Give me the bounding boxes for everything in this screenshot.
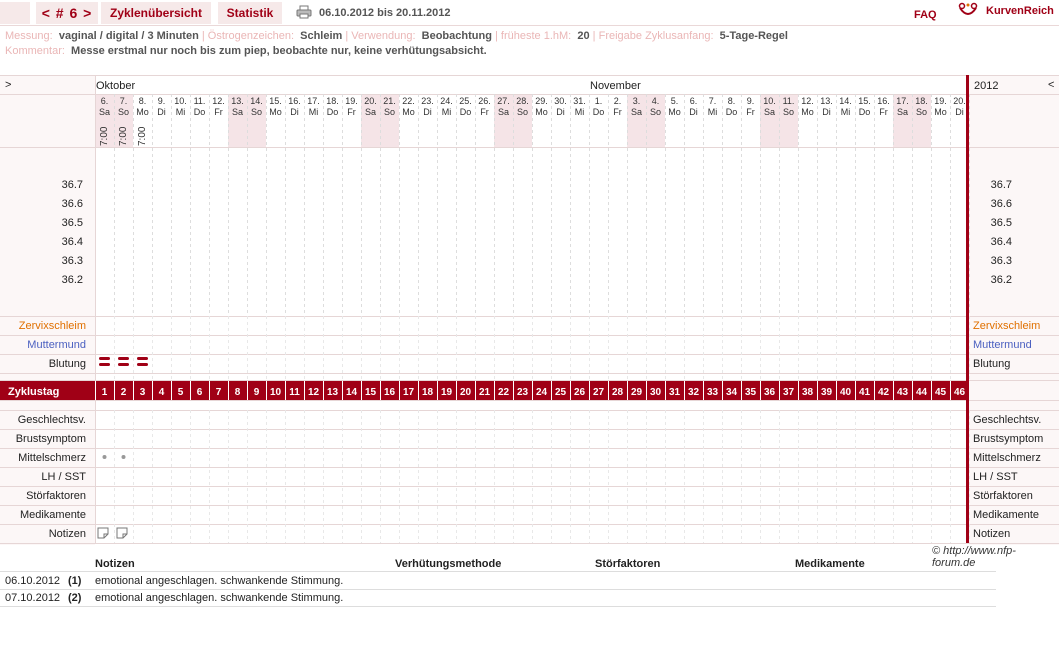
temp-tick-right: 36.5	[990, 217, 1012, 229]
day-weekday: Mo	[402, 107, 415, 117]
cycle-day-number: 44	[915, 387, 928, 398]
day-weekday: Mi	[175, 107, 186, 117]
cycle-day-number: 22	[497, 387, 510, 398]
verwendung-label: Verwendung:	[351, 30, 416, 42]
row-label-left: Geschlechtsv.	[17, 414, 86, 426]
day-number: 7.	[119, 96, 128, 106]
day-weekday: Mo	[269, 107, 282, 117]
day-weekday: Fr	[480, 107, 489, 117]
cycle-counter-nav[interactable]: < # 6 >	[36, 2, 98, 24]
temp-tick-left: 36.4	[61, 236, 83, 248]
day-weekday: Sa	[98, 107, 111, 117]
day-number: 5.	[670, 96, 679, 106]
temp-tick-left: 36.7	[61, 179, 83, 191]
day-number: 11.	[193, 96, 206, 106]
day-weekday: Fr	[613, 107, 622, 117]
day-weekday: Di	[290, 107, 299, 117]
cycle-day-number: 10	[269, 387, 282, 398]
cycle-day-number: 43	[896, 387, 909, 398]
cycle-day-number: 4	[158, 387, 165, 398]
note-text: emotional angeschlagen. schwankende Stimmung.	[95, 575, 344, 587]
mittelschmerz-dot	[103, 455, 107, 459]
cycle-day-number: 1	[101, 387, 108, 398]
cycle-day-number: 25	[554, 387, 567, 398]
day-weekday: Di	[423, 107, 432, 117]
cycle-day-number: 41	[858, 387, 871, 398]
day-weekday: Di	[822, 107, 831, 117]
cycle-day-number: 35	[744, 387, 757, 398]
temp-tick-left: 36.6	[61, 198, 83, 210]
frueheste-label: früheste 1.hM:	[500, 30, 572, 42]
row-label-right: Medikamente	[973, 509, 1040, 521]
cycle-day-number: 46	[953, 387, 966, 398]
cycle-day-number: 30	[649, 387, 662, 398]
row-label-right: Störfaktoren	[973, 490, 1033, 502]
day-number: 3.	[632, 96, 641, 106]
day-weekday: Do	[592, 107, 605, 117]
day-number: 20.	[953, 96, 966, 106]
cycle-day-number: 39	[820, 387, 833, 398]
cycle-day-number: 5	[177, 387, 184, 398]
measurement-time: 7:00	[118, 126, 129, 146]
day-weekday: Sa	[364, 107, 377, 117]
cycle-day-number: 33	[706, 387, 719, 398]
day-weekday: Fr	[879, 107, 888, 117]
day-weekday: So	[649, 107, 662, 117]
day-number: 27.	[497, 96, 510, 106]
cycle-day-number: 37	[782, 387, 795, 398]
day-weekday: Mo	[535, 107, 548, 117]
day-weekday: Sa	[630, 107, 643, 117]
cycle-day-number: 6	[196, 387, 203, 398]
frueheste-value: 20	[577, 30, 590, 42]
day-number: 14.	[250, 96, 263, 106]
temp-tick-left: 36.3	[61, 255, 83, 267]
day-weekday: Do	[459, 107, 472, 117]
note-number: (1)	[68, 575, 82, 587]
nav-left-arrow[interactable]: >	[5, 79, 12, 91]
notes-header-verhuetung: Verhütungsmethode	[395, 558, 502, 570]
temp-tick-right: 36.7	[990, 179, 1012, 191]
cycle-day-number: 29	[630, 387, 643, 398]
day-weekday: Fr	[214, 107, 223, 117]
day-weekday: Di	[556, 107, 565, 117]
notes-header-notizen: Notizen	[95, 558, 135, 570]
cycle-day-number: 36	[763, 387, 776, 398]
day-weekday: So	[383, 107, 396, 117]
day-number: 12.	[801, 96, 814, 106]
day-number: 9.	[746, 96, 755, 106]
row-label-left: Notizen	[48, 528, 86, 540]
note-row	[0, 572, 996, 590]
cycle-day-number: 16	[383, 387, 396, 398]
row-label-left: LH / SST	[41, 471, 86, 483]
row-label-right: Notizen	[973, 528, 1011, 540]
day-weekday: Do	[193, 107, 206, 117]
notes-header-stoerfaktoren: Störfaktoren	[595, 558, 661, 570]
note-number: (2)	[68, 592, 82, 604]
bleeding-mark	[99, 357, 110, 360]
cycle-day-number: 21	[478, 387, 491, 398]
kommentar-label: Kommentar:	[5, 45, 65, 57]
day-weekday: Mi	[707, 107, 718, 117]
day-weekday: Mi	[308, 107, 319, 117]
day-number: 13.	[820, 96, 833, 106]
cycle-day-number: 45	[934, 387, 947, 398]
day-number: 2.	[613, 96, 622, 106]
day-number: 16.	[288, 96, 301, 106]
cycle-day-number: 34	[725, 387, 738, 398]
faq-link[interactable]: FAQ	[914, 9, 937, 21]
note-text: emotional angeschlagen. schwankende Stimmung.	[95, 592, 344, 604]
copyright: © http://www.nfp-forum.de	[932, 545, 1016, 569]
day-number: 10.	[174, 96, 187, 106]
day-weekday: So	[250, 107, 263, 117]
day-number: 12.	[212, 96, 225, 106]
day-number: 13.	[231, 96, 244, 106]
row-label-left: Muttermund	[27, 339, 86, 351]
bleeding-mark	[118, 363, 129, 366]
date-range: 06.10.2012 bis 20.11.2012	[319, 7, 451, 19]
cycle-day-number: 17	[402, 387, 415, 398]
day-number: 15.	[269, 96, 282, 106]
cycle-day-number: 26	[573, 387, 586, 398]
row-label-right: Muttermund	[973, 339, 1032, 351]
temp-tick-right: 36.4	[990, 236, 1012, 248]
year-label: 2012	[974, 80, 999, 92]
cycle-day-number: 11	[289, 387, 300, 398]
cycle-day-number: 40	[839, 387, 852, 398]
day-number: 18.	[915, 96, 928, 106]
notes-header-medikamente: Medikamente	[795, 558, 865, 570]
mittelschmerz-dot	[122, 455, 126, 459]
day-weekday: Di	[689, 107, 698, 117]
cycle-day-number: 15	[364, 387, 377, 398]
day-number: 17.	[307, 96, 320, 106]
month-label: November	[590, 80, 641, 92]
kommentar-value: Messe erstmal nur noch bis zum piep, beobachte nur, keine verhütungsabsicht.	[71, 45, 487, 57]
statistics-tab[interactable]: Statistik	[218, 2, 282, 24]
day-number: 28.	[516, 96, 529, 106]
temp-tick-right: 36.6	[990, 198, 1012, 210]
day-number: 17.	[896, 96, 909, 106]
day-number: 14.	[839, 96, 852, 106]
cycle-overview-tab[interactable]: Zyklenübersicht	[101, 2, 211, 24]
day-number: 4.	[651, 96, 660, 106]
row-label-right: Zervixschleim	[973, 320, 1041, 332]
day-number: 31.	[573, 96, 586, 106]
day-weekday: Sa	[763, 107, 776, 117]
day-number: 19.	[934, 96, 947, 106]
day-number: 19.	[345, 96, 358, 106]
temp-tick-right: 36.2	[990, 274, 1012, 286]
cycle-day-label: Zyklustag	[8, 386, 60, 398]
day-number: 6.	[689, 96, 698, 106]
day-weekday: So	[516, 107, 529, 117]
day-weekday: Mi	[574, 107, 585, 117]
cycle-day-number: 19	[440, 387, 453, 398]
cycle-day-number: 14	[345, 387, 358, 398]
day-number: 8.	[727, 96, 736, 106]
row-label-right: Geschlechtsv.	[973, 414, 1042, 426]
day-number: 11.	[782, 96, 795, 106]
day-number: 24.	[440, 96, 453, 106]
cycle-day-number: 8	[234, 387, 241, 398]
note-date: 06.10.2012	[5, 575, 61, 587]
row-label-left: Störfaktoren	[26, 490, 86, 502]
day-weekday: Fr	[347, 107, 356, 117]
row-label-left: Zervixschleim	[18, 320, 86, 332]
row-label-right: Brustsymptom	[973, 433, 1044, 445]
nav-right-arrow[interactable]: <	[1048, 79, 1055, 91]
cycle-day-number: 31	[668, 387, 681, 398]
row-label-right: LH / SST	[973, 471, 1018, 483]
day-weekday: So	[117, 107, 130, 117]
day-number: 1.	[594, 96, 603, 106]
row-label-left: Blutung	[48, 358, 86, 370]
messung-label: Messung:	[5, 30, 53, 42]
cycle-day-number: 38	[801, 387, 814, 398]
day-number: 9.	[157, 96, 166, 106]
note-date: 07.10.2012	[5, 592, 61, 604]
day-number: 21.	[383, 96, 396, 106]
cycle-day-number: 18	[421, 387, 434, 398]
day-weekday: Mo	[801, 107, 814, 117]
day-number: 20.	[364, 96, 377, 106]
day-weekday: Sa	[231, 107, 244, 117]
oestrogen-label: Östrogenzeichen:	[207, 30, 294, 42]
temp-tick-left: 36.5	[61, 217, 83, 229]
day-weekday: Di	[157, 107, 166, 117]
row-label-left: Mittelschmerz	[18, 452, 86, 464]
cycle-day-number: 32	[687, 387, 700, 398]
day-weekday: Sa	[896, 107, 909, 117]
bleeding-mark	[99, 363, 110, 366]
day-weekday: Do	[725, 107, 738, 117]
cycle-day-number: 23	[516, 387, 529, 398]
cycle-day-number: 7	[215, 387, 222, 398]
temp-tick-left: 36.2	[61, 274, 83, 286]
cycle-day-number: 9	[253, 387, 260, 398]
temp-tick-right: 36.3	[990, 255, 1012, 267]
day-weekday: Sa	[497, 107, 510, 117]
cycle-day-number: 20	[459, 387, 472, 398]
bleeding-mark	[137, 357, 148, 360]
cycle-day-number: 3	[139, 387, 146, 398]
day-weekday: Mo	[668, 107, 681, 117]
day-number: 8.	[138, 96, 147, 106]
freigabe-label: Freigabe Zyklusanfang:	[598, 30, 714, 42]
day-weekday: Mi	[441, 107, 452, 117]
month-label: Oktober	[96, 80, 136, 92]
cycle-day-number: 28	[611, 387, 624, 398]
messung-value: vaginal / digital / 3 Minuten	[58, 30, 199, 42]
row-label-left: Medikamente	[19, 509, 86, 521]
measurement-time: 7:00	[99, 126, 110, 146]
day-number: 26.	[478, 96, 491, 106]
day-number: 16.	[877, 96, 890, 106]
cycle-day-number: 12	[307, 387, 320, 398]
day-number: 29.	[535, 96, 548, 106]
cycle-day-number: 27	[592, 387, 605, 398]
oestrogen-value: Schleim	[300, 30, 343, 42]
day-number: 22.	[402, 96, 415, 106]
bleeding-mark	[118, 357, 129, 360]
measurement-time: 7:00	[137, 126, 148, 146]
row-label-right: Mittelschmerz	[973, 452, 1041, 464]
day-weekday: Di	[955, 107, 964, 117]
day-number: 6.	[100, 96, 109, 106]
day-number: 25.	[459, 96, 472, 106]
freigabe-value: 5-Tage-Regel	[719, 30, 788, 42]
day-number: 10.	[763, 96, 776, 106]
day-weekday: Do	[326, 107, 339, 117]
row-label-left: Brustsymptom	[15, 433, 86, 445]
day-weekday: So	[915, 107, 928, 117]
bleeding-mark	[137, 363, 148, 366]
day-weekday: Fr	[746, 107, 755, 117]
day-weekday: Mo	[136, 107, 149, 117]
cycle-day-number: 2	[120, 387, 127, 398]
day-number: 23.	[421, 96, 434, 106]
day-weekday: Mi	[840, 107, 851, 117]
chart-right-border	[966, 75, 969, 543]
cycle-day-number: 13	[326, 387, 339, 398]
cycle-day-number: 42	[877, 387, 890, 398]
day-weekday: So	[782, 107, 795, 117]
day-weekday: Do	[858, 107, 871, 117]
cycle-day-number: 24	[535, 387, 548, 398]
row-label-right: Blutung	[973, 358, 1011, 370]
day-number: 15.	[858, 96, 871, 106]
brand-name[interactable]: KurvenReich	[986, 5, 1054, 17]
note-row	[0, 589, 996, 607]
measurement-info: Messung: vaginal / digital / 3 Minuten | Östrogenzeichen: Schleim | Verwendung: Beobachtung | früheste 1.hM: 20 | Freigabe Zyklusanfang: 5-Tage-Regel	[5, 30, 788, 42]
day-weekday: Mo	[934, 107, 947, 117]
day-number: 18.	[326, 96, 339, 106]
day-number: 30.	[554, 96, 567, 106]
day-number: 7.	[708, 96, 717, 106]
verwendung-value: Beobachtung	[421, 30, 492, 42]
